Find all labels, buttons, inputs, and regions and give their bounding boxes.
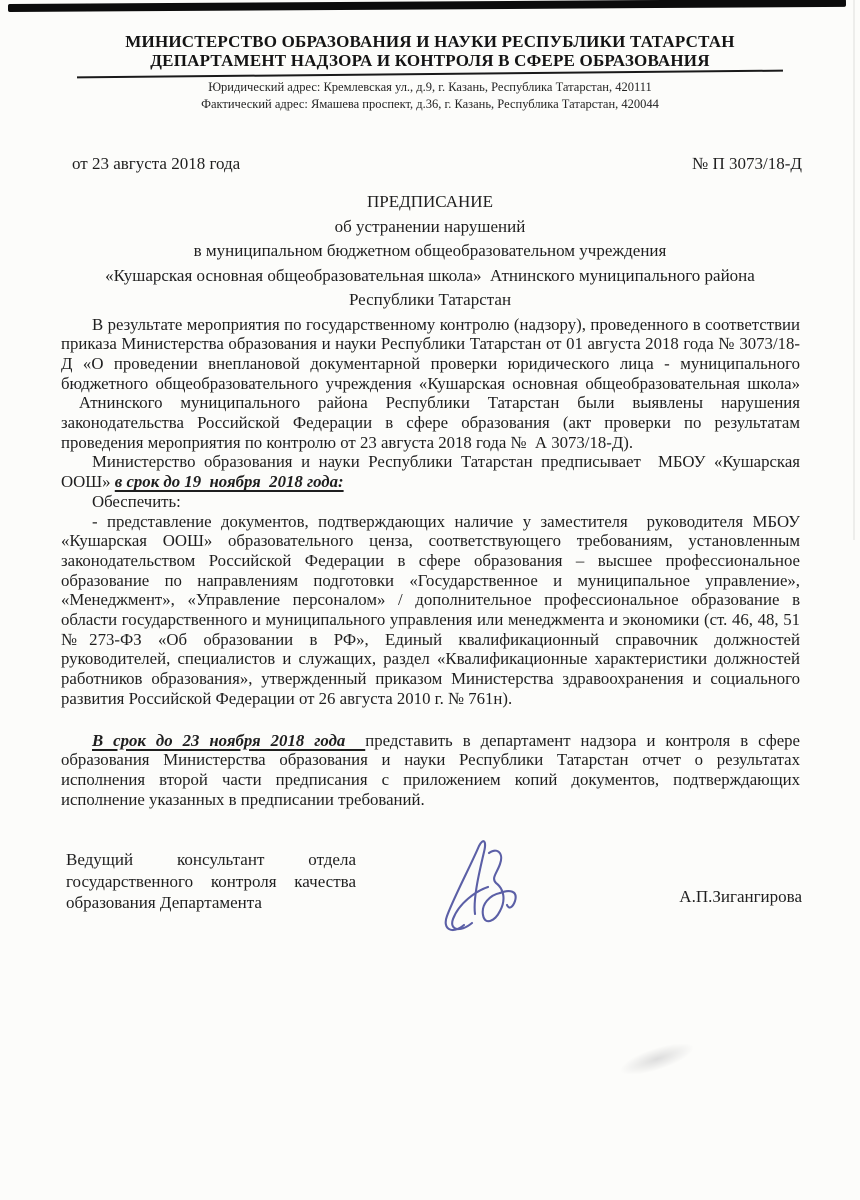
title-subtitle-line: в муниципальном бюджетном общеобразовательном учреждения bbox=[193, 241, 667, 260]
report-requirement-text: представить в департамент надзора и контроля в сфере образования Министерства образования и науки Республики Татарстан отчет о результатах исполнения второй части предписания с приложением копий документов, подтверждающих исполнение указанных в предписании требований. bbox=[61, 730, 800, 809]
paragraph-report-requirement bbox=[61, 731, 800, 810]
paragraph-prescription bbox=[61, 452, 800, 491]
paragraph-ensure: Обеспечить: bbox=[92, 491, 181, 511]
scan-artifact-right-edge bbox=[853, 0, 855, 540]
signatory-position: Ведущий консультант отдела государственного контроля качества образования Департамента bbox=[66, 850, 356, 913]
deadline-19-november: в срок до 19 ноября 2018 года: bbox=[114, 472, 344, 492]
scan-artifact-smudge bbox=[617, 1036, 698, 1081]
legal-address: Юридический адрес: Кремлевская ул., д.9, г. Казань, Республика Татарстан, 420111 bbox=[208, 80, 652, 94]
title-subtitle-line: Республики Татарстан bbox=[348, 290, 512, 309]
ministry-name: МИНИСТЕРСТВО ОБРАЗОВАНИЯ И НАУКИ РЕСПУБЛИКИ ТАТАРСТАН bbox=[125, 32, 735, 51]
document-date: от 23 августа 2018 года bbox=[72, 154, 241, 173]
paragraph-requirement: - представление документов, подтверждающих наличие у заместителя руководителя МБОУ «Кушарская ООШ» образовательного ценза, соответствующего требованиям, установленным законодательством Российской Федерации в сфере образования – высшее профессиональное образование по направлениям подготовки «Государственное и муниципальное управление», «Менеджмент», «Управление персоналом» / дополнительное профессиональное образование в области государственного и муниципального управления или менеджмента и экономики (ст. 46, 48, 51 №273-ФЗ «Об образовании в РФ», Единый квалификационный справочник должностей руководителей, специалистов и служащих, раздел «Квалификационные характеристики должностей работников образования», утвержденный приказом Министерства здравоохранения и социального развития Российской Федерации от 26 августа 2010 г. № 761н). bbox=[61, 511, 800, 708]
signature-icon bbox=[434, 833, 526, 942]
signature-block bbox=[66, 849, 802, 942]
letterhead-rule bbox=[77, 70, 783, 79]
letterhead bbox=[0, 0, 860, 112]
signatory-name: А.П.Зигангирова bbox=[679, 887, 802, 907]
document-body bbox=[61, 315, 800, 810]
document-title-block bbox=[0, 190, 860, 313]
title-subtitle-line: об устранении нарушений bbox=[334, 216, 526, 236]
paragraph-inspection-result: В результате мероприятия по государственному контролю (надзору), проведенного в соответствии приказа Министерства образования и науки Республики Татарстан от 01 августа 2018 года № 3073/18-Д «О проведении внеплановой документарной проверки юридического лица - муниципального бюджетного общеобразовательного учреждения «Кушарская основная общеобразовательная школа» Атнинского муниципального района Республики Татарстан были выявлены нарушения законодательства Российской Федерации в сфере образования (акт проверки по результатам проведения мероприятия по контролю от 23 августа 2018 года № А 3073/18-Д). bbox=[61, 314, 800, 452]
prescription-text: Министерство образования и науки Республики Татарстан предписывает МБОУ «Кушарская ООШ» bbox=[61, 452, 800, 492]
title-subtitle-line: «Кушарская основная общеобразовательная школа» Атнинского муниципального района bbox=[105, 265, 755, 285]
deadline-23-november: В срок до 23 ноября 2018 года bbox=[92, 730, 366, 750]
actual-address: Фактический адрес: Ямашева проспект, д.36, г. Казань, Республика Татарстан, 420044 bbox=[201, 96, 659, 111]
document-title: ПРЕДПИСАНИЕ bbox=[367, 192, 493, 211]
document-number: № П 3073/18-Д bbox=[692, 154, 802, 173]
date-number-row bbox=[72, 154, 802, 174]
department-name: ДЕПАРТАМЕНТ НАДЗОРА И КОНТРОЛЯ В СФЕРЕ ОБРАЗОВАНИЯ bbox=[150, 51, 710, 70]
